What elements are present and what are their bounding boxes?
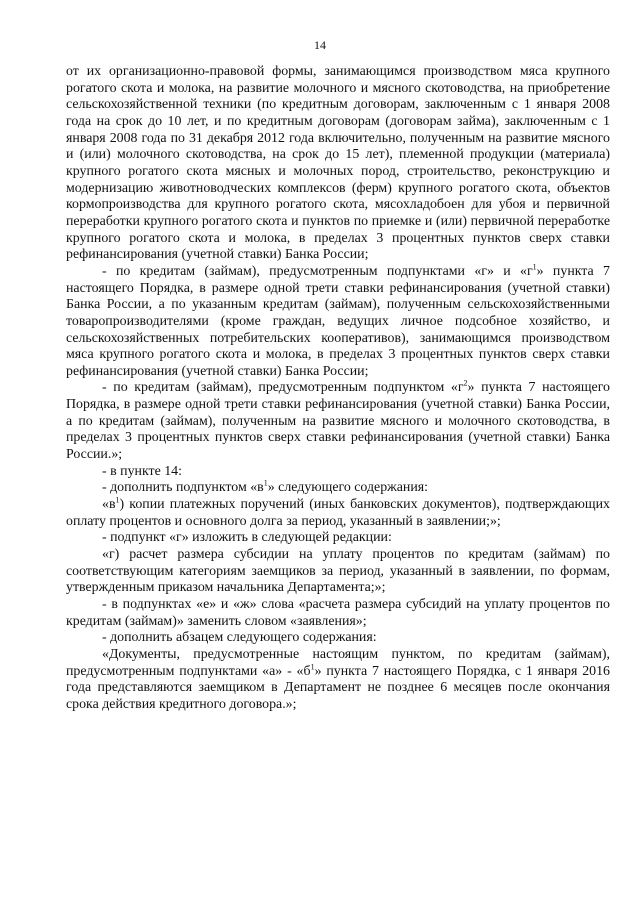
paragraph-p6 [66, 497, 610, 530]
paragraph-p11 [66, 647, 610, 714]
text-run: - по кредитам (займам), предусмотренным подпунктом «г [102, 380, 464, 396]
text-run: - дополнить подпунктом «в [102, 480, 264, 496]
text-run: «Документы, предусмотренные настоящим пунктом, по кредитам (займам), предусмотренным подпунктами «а» - «б [66, 646, 610, 679]
paragraph-p4 [66, 464, 610, 481]
paragraph-p10 [66, 630, 610, 647]
text-run: » следующего содержания: [267, 480, 429, 496]
text-run: - по кредитам (займам), предусмотренным подпунктами «г» и «г [102, 263, 533, 279]
text-run: - в подпунктах «е» и «ж» слова «расчета размера субсидий на уплату процентов по кредитам (займам)» заменить словом «заявления»; [66, 597, 610, 629]
text-run: «в [102, 497, 116, 513]
superscript: 1 [115, 495, 120, 505]
text-run: » пункта 7 настоящего Порядка, с 1 января 2016 года представляются заемщиком в Департамент не позднее 6 месяцев после окончания срока действия кредитного договора.»; [66, 663, 610, 712]
superscript: 1 [263, 478, 268, 488]
superscript: 1 [310, 662, 315, 671]
text-run: ) копии платежных поручений (иных банковских документов), подтверждающих оплату процентов и основного долга за период, указанный в заявлении;»; [66, 497, 610, 529]
page-number: 14 [314, 38, 326, 52]
paragraph-p1 [66, 64, 610, 264]
superscript: 1 [532, 262, 537, 272]
text-run: » пункта 7 настоящего Порядка, в размере одной трети ставки рефинансирования (учетной ставки) Банка России, а по кредитам (займам), полученным на развитие мясного и молочного скотоводства, в пределах 3 процентных пунктов сверх ставки рефинансирования (учетной ставки) Банка России.»; [66, 380, 610, 463]
paragraph-p7 [66, 530, 610, 547]
text-run: - дополнить абзацем следующего содержания: [102, 630, 377, 646]
text-run: - подпункт «г» изложить в следующей редакции: [102, 530, 392, 546]
paragraph-p8 [66, 547, 610, 597]
paragraph-p9 [66, 597, 610, 630]
text-run: » пункта 7 настоящего Порядка, в размере одной трети ставки рефинансирования (учетной ставки) Банка России, а по указанным кредитам (займам), полученным сельскохозяйственными товаропроизводителями (кроме граждан, ведущих личное подсобное хозяйство, и сельскохозяйственных потребительских кооперативов), занимающимся производством мяса крупного рогатого скота и молока, в пределах 3 процентных пунктов сверх ставки рефинансирования (учетной ставки) Банка России; [66, 263, 610, 379]
superscript: 2 [463, 378, 468, 388]
paragraph-p3 [66, 380, 610, 463]
text-run: - в пункте 14: [102, 463, 182, 479]
text-run: от их организационно-правовой формы, занимающимся производством мяса крупного рогатого скота и молока, на развитие молочного и мясного скотоводства, на приобретение сельскохозяйственной техники (по кредитным договорам, заключенным с 1 января 2008 года на срок до 10 лет, и по кредитным договорам (договорам займа), заключенным с 1 января 2008 года по 31 декабря 2012 года включительно, полученным на развитие мясного и (или) молочного скотоводства, на срок до 15 лет), племенной продукции (материала) крупного рогатого скота мясных и молочных пород, строительство, реконструкцию и модернизацию животноводческих комплексов (ферм) крупного рогатого скота, объектов кормопроизводства для крупного рогатого скота, мясохладобоен для убоя и первичной переработки крупного рогатого скота и пунктов по приемке и (или) первичной переработке крупного рогатого скота и молока, в пределах 3 процентных пунктов сверх ставки рефинансирования (учетной ставки) Банка России; [66, 64, 610, 263]
paragraph-p2 [66, 264, 610, 381]
body-text [66, 64, 610, 714]
text-run: «г) расчет размера субсидии на уплату процентов по кредитам (займам) по соответствующим категориям заемщиков за период, указанный в заявлении, по формам, утвержденным приказом начальника Департамента;»; [66, 547, 610, 596]
paragraph-p5 [66, 480, 610, 497]
